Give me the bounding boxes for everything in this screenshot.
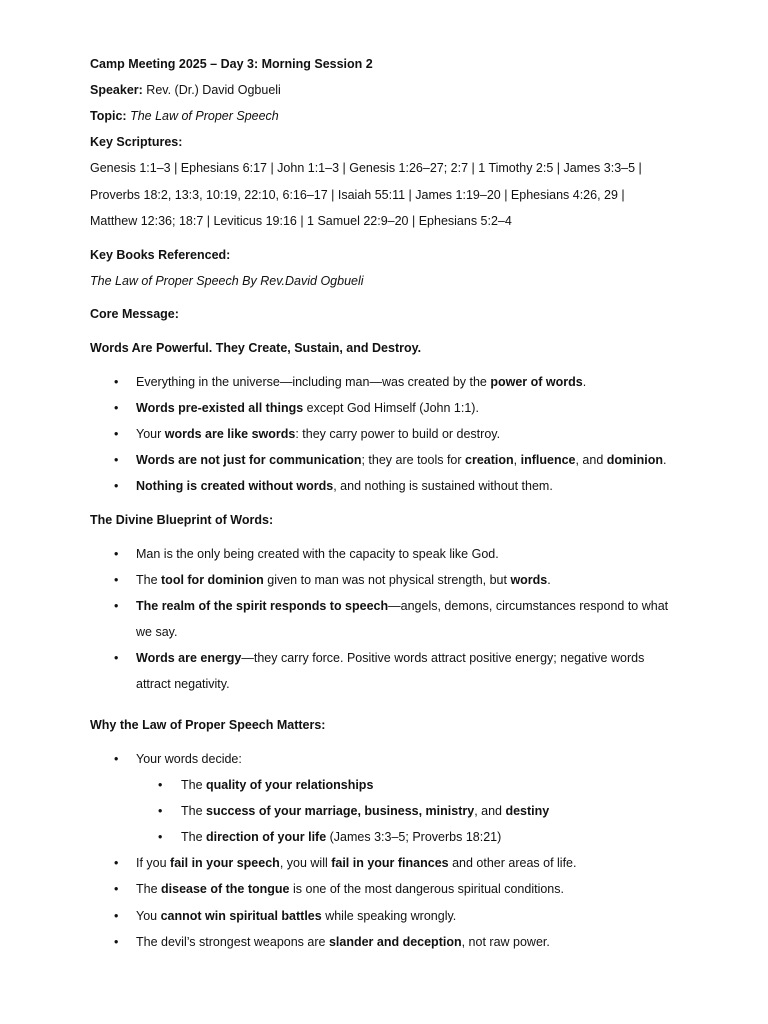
speaker-line (90, 82, 281, 98)
list-item: Nothing is created without words, and nothing is sustained without them. (136, 479, 553, 493)
list-item: You cannot win spiritual battles while speaking wrongly. (136, 909, 457, 923)
list-item: If you fail in your speech, you will fail in your finances and other areas of life. (136, 856, 577, 870)
why-heading: Why the Law of Proper Speech Matters: (90, 718, 326, 732)
book-reference: The Law of Proper Speech By Rev.David Ogbueli (90, 274, 364, 288)
list-item: The realm of the spirit responds to speech—angels, demons, circumstances respond to what (136, 599, 669, 613)
bullet-dot: • (114, 599, 119, 613)
bullet-dot: • (114, 573, 119, 587)
bullet-dot: • (158, 804, 163, 818)
list-item: Words pre-existed all things except God Himself (John 1:1). (136, 401, 479, 415)
sub-list-item: The direction of your life (James 3:3–5; Proverbs 18:21) (181, 830, 502, 844)
list-item: Your words are like swords: they carry power to build or destroy. (136, 427, 501, 441)
bullet-dot: • (114, 882, 119, 896)
bullet-dot: • (114, 935, 119, 949)
sub-list-item: The quality of your relationships (181, 778, 374, 792)
bullet-dot: • (114, 375, 119, 389)
bullet-dot: • (114, 547, 119, 561)
list-item-continuation: attract negativity. (136, 677, 230, 691)
speaker-name: Rev. (Dr.) David Ogbueli (142, 83, 281, 97)
list-item: The tool for dominion given to man was not physical strength, but words. (136, 573, 551, 587)
list-item: Man is the only being created with the capacity to speak like God. (136, 547, 499, 561)
scripture-line: Genesis 1:1–3 | Ephesians 6:17 | John 1:1–3 | Genesis 1:26–27; 2:7 | 1 Timothy 2:5 | James 3:3–5 | (90, 161, 642, 175)
bullet-dot: • (114, 453, 119, 467)
list-item: The devil’s strongest weapons are slander and deception, not raw power. (136, 935, 550, 949)
list-item: Everything in the universe—including man—was created by the power of words. (136, 375, 587, 389)
list-item: Words are energy—they carry force. Positive words attract positive energy; negative words (136, 651, 645, 665)
list-item: Your words decide: (136, 752, 242, 766)
topic-line (90, 108, 279, 124)
bullet-dot: • (114, 856, 119, 870)
bullet-dot: • (114, 427, 119, 441)
bullet-dot: • (114, 651, 119, 665)
blueprint-heading: The Divine Blueprint of Words: (90, 513, 274, 527)
bullet-dot: • (114, 909, 119, 923)
scripture-line: Matthew 12:36; 18:7 | Leviticus 19:16 | 1 Samuel 22:9–20 | Ephesians 5:2–4 (90, 214, 512, 228)
topic-value: The Law of Proper Speech (130, 109, 279, 123)
list-item: Words are not just for communication; they are tools for creation, influence, and dominion. (136, 453, 667, 467)
bullet-dot: • (158, 830, 163, 844)
books-heading: Key Books Referenced: (90, 248, 231, 262)
bullet-dot: • (114, 401, 119, 415)
scriptures-heading: Key Scriptures: (90, 135, 183, 149)
sub-list-item: The success of your marriage, business, ministry, and destiny (181, 804, 550, 818)
bullet-dot: • (114, 479, 119, 493)
bullet-dot: • (114, 752, 119, 766)
topic-label: Topic: (90, 109, 127, 123)
core-subheading: Words Are Powerful. They Create, Sustain, and Destroy. (90, 341, 422, 355)
list-item: The disease of the tongue is one of the most dangerous spiritual conditions. (136, 882, 564, 896)
core-heading: Core Message: (90, 307, 179, 321)
speaker-label: Speaker: (90, 83, 143, 97)
list-item-continuation: we say. (136, 625, 178, 639)
session-title: Camp Meeting 2025 – Day 3: Morning Session 2 (90, 57, 373, 71)
scripture-line: Proverbs 18:2, 13:3, 10:19, 22:10, 6:16–17 | Isaiah 55:11 | James 1:19–20 | Ephesians 4:26, 29 | (90, 188, 625, 202)
bullet-dot: • (158, 778, 163, 792)
